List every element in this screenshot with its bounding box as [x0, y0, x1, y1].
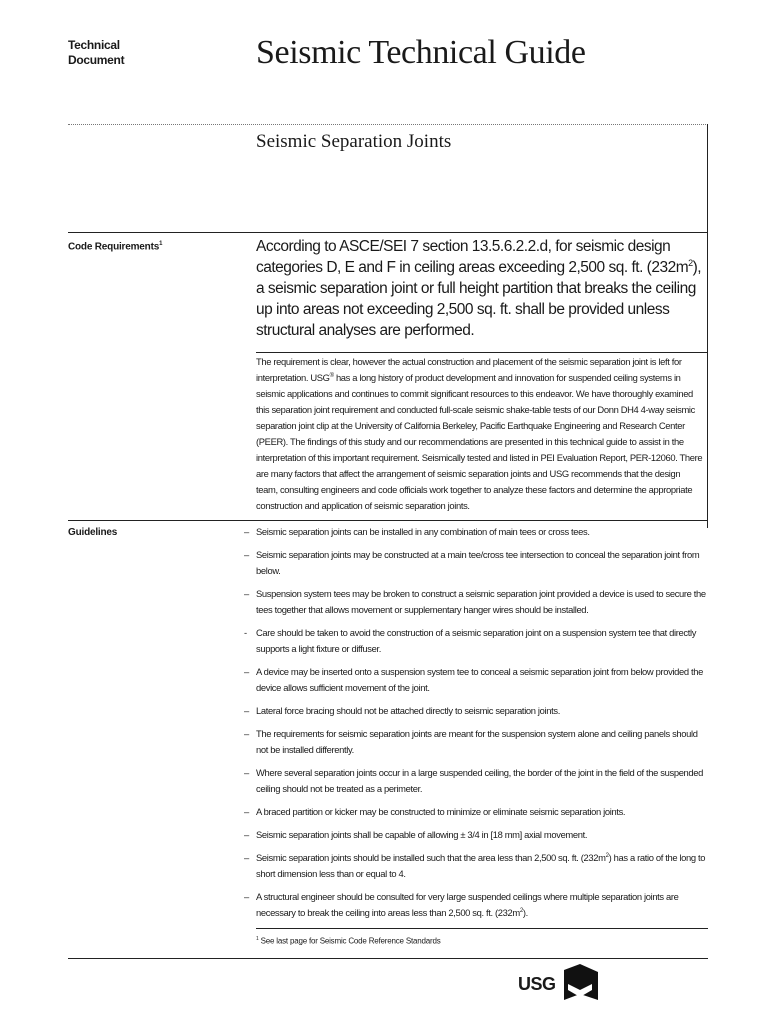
list-item-text: A device may be inserted onto a suspension system tee to conceal a seismic separation joint from below provided the device allows sufficient movement of the joint. [256, 666, 703, 693]
code-requirements-divider [68, 232, 708, 233]
list-dash: – [244, 852, 249, 863]
body-text-1: The requirement is clear, however the actual construction and placement of the seismic separation joint is left for interpretation. USG [256, 356, 682, 383]
list-dash: – [244, 588, 249, 599]
code-requirements-label [68, 238, 162, 253]
footnote [256, 934, 441, 947]
top-dotted-divider [68, 124, 708, 125]
list-item-superscript: 2 [519, 907, 523, 914]
list-item [244, 625, 706, 657]
list-item [244, 586, 706, 618]
list-dash: – [244, 767, 249, 778]
list-item-text: Seismic separation joints shall be capable of allowing ± 3/4 in [18 mm] axial movement. [256, 829, 588, 840]
list-item [244, 703, 706, 719]
list-dash: – [244, 891, 249, 902]
document-type-label [68, 38, 124, 68]
list-item-text: Seismic separation joints may be constructed at a main tee/cross tee intersection to conceal the separation joint from below. [256, 549, 700, 576]
list-item [244, 765, 706, 797]
list-item-text: A braced partition or kicker may be constructed to minimize or eliminate seismic separation joints. [256, 806, 626, 817]
list-item [244, 547, 706, 579]
list-item-text: Where several separation joints occur in a large suspended ceiling, the border of the joint in the field of the suspended ceiling should not be treated as a perimeter. [256, 767, 704, 794]
logo-text: USG [518, 974, 556, 994]
page-title: Seismic Technical Guide [256, 34, 586, 71]
bottom-divider [68, 958, 708, 959]
lead-divider [256, 352, 708, 353]
code-requirements-lead [256, 236, 704, 341]
list-item-text: A structural engineer should be consulted for very large suspended ceilings where multiple separation joints are necessary to break the ceiling into areas less than 2,500 sq. ft. (232m [256, 891, 679, 918]
list-item-text: ) has a ratio of the long to short dimension less than or equal to 4. [256, 852, 706, 879]
footnote-mark: 1 [159, 241, 163, 247]
code-requirements-body [256, 354, 704, 514]
list-dash: – [244, 666, 249, 677]
registered-mark: ® [329, 372, 334, 379]
list-item-text: Suspension system tees may be broken to construct a seismic separation joint provided a device is used to secure the tees together that allows movement or supplementary hanger wires should be installed. [256, 588, 706, 615]
guidelines-label: Guidelines [68, 527, 118, 538]
lead-text-2: ), a seismic separation joint or full height partition that breaks the ceiling up into areas not exceeding 2,500 sq. ft. shall be provided unless structural analyses are performed. [256, 259, 702, 339]
list-dash: – [244, 728, 249, 739]
footnote-divider [256, 928, 708, 929]
body-text-2: has a long history of product development and innovation for suspended ceiling systems in seismic applications and continues to commit significant resources to this endeavor. We have thoroughly examined this separation joint requirement and conducted full-scale seismic shake-table tests of our Donn DH4 4-way seismic separation joint clip at the University of California Berkeley, Pacific Earthquake Engineering and Research Center (PEER). The findings of this study and our recommendations are presented in this technical guide to assist in the interpretation of this important requirement. Seismically tested and listed in PEI Evaluation Report, PER-12060. There are many factors that affect the arrangement of seismic separation joints and USG recommends that the design team, consulting engineers and code officials work together to analyze these factors and determine the appropriate construction and application of seismic separation joints. [256, 372, 703, 511]
code-requirements-label-text: Code Requirements [68, 241, 160, 253]
document-type-line1: Technical [68, 38, 120, 52]
list-item-text: Seismic separation joints can be installed in any combination of main tees or cross tees. [256, 526, 590, 537]
list-dash: – [244, 829, 249, 840]
document-type-line2: Document [68, 53, 125, 67]
usg-logo [518, 962, 608, 1006]
lead-text-1: According to ASCE/SEI 7 section 13.5.6.2.2.d, for seismic design categories D, E and F in ceiling areas exceeding 2,500 sq. ft. (232m [256, 238, 689, 276]
list-item-text: Seismic separation joints should be installed such that the area less than 2,500 sq. ft. (232m [256, 852, 606, 863]
right-vertical-divider [707, 124, 708, 528]
section-title: Seismic Separation Joints [256, 131, 452, 152]
list-dash: – [244, 549, 249, 560]
list-item-superscript: 2 [605, 852, 609, 859]
list-item-text: Care should be taken to avoid the construction of a seismic separation joint on a suspension system tee that directly supports a light fixture or diffuser. [256, 627, 697, 654]
lead-superscript: 2 [688, 257, 693, 268]
list-dash: – [244, 806, 249, 817]
list-item [244, 850, 706, 882]
guidelines-divider [68, 520, 708, 521]
list-item [244, 804, 706, 820]
usg-mark-icon [562, 964, 600, 1002]
list-item [244, 827, 706, 843]
footnote-mark: 1 [256, 936, 259, 942]
guidelines-list [244, 524, 706, 928]
list-item-text: Lateral force bracing should not be attached directly to seismic separation joints. [256, 705, 560, 716]
list-item [244, 889, 706, 921]
list-dash: – [244, 705, 249, 716]
list-item [244, 726, 706, 758]
list-item-text: ). [522, 907, 528, 918]
list-dash: - [244, 627, 247, 638]
list-item [244, 524, 706, 540]
list-dash: – [244, 526, 249, 537]
list-item [244, 664, 706, 696]
list-item-text: The requirements for seismic separation joints are meant for the suspension system alone and ceiling panels should not be installed differently. [256, 728, 698, 755]
footnote-text: See last page for Seismic Code Reference Standards [258, 936, 441, 946]
